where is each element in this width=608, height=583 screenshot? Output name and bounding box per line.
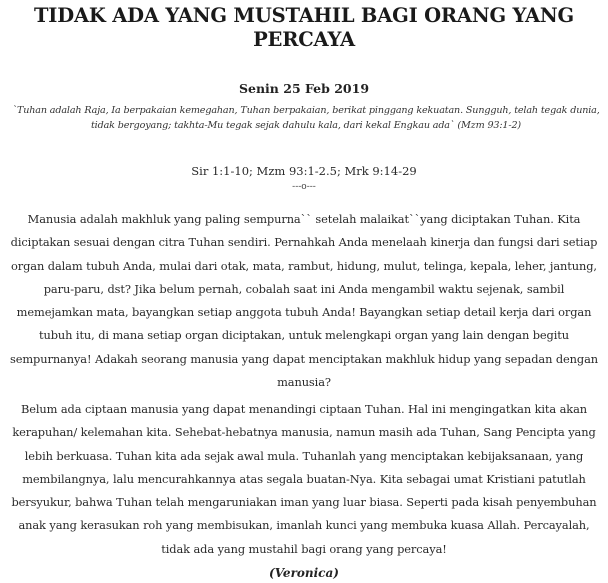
article-title: TIDAK ADA YANG MUSTAHIL BAGI ORANG YANG PERCAYA	[34, 4, 574, 51]
author-signature: (Veronica)	[269, 566, 339, 580]
scripture-readings: Sir 1:1-10; Mzm 93:1-2.5; Mrk 9:14-29	[191, 164, 417, 178]
section-divider: ---o---	[292, 182, 316, 192]
article-date: Senin 25 Feb 2019	[238, 81, 370, 96]
scripture-quote: `Tuhan adalah Raja, Ia berpakaian kemegahan, Tuhan berpakaian, berikat pinggang kekuatan. Sungguh, telah tegak dunia, tidak bergoyang; takhta-Mu tegak sejak dahulu kala, dari kekal Engkau ada` (Mzm 93:1-2)	[12, 105, 600, 131]
body-paragraph-1: Manusia adalah makhluk yang paling sempurna`` setelah malaikat``yang diciptakan Tuhan. Kita diciptakan sesuai dengan citra Tuhan sendiri. Pernahkah Anda menelaah kinerja dan fungsi dari setiap organ dalam tubuh Anda, mulai dari otak, mata, rambut, hidung, mulut, telinga, kepala, leher, jantung, paru-paru, dst? Jika belum pernah, cobalah saat ini Anda mengambil waktu sejenak, sambil memejamkan mata, bayangkan setiap anggota tubuh Anda! Bayangkan setiap detail kerja dari organ tubuh itu, di mana setiap organ diciptakan, untuk melengkapi organ yang lain dengan begitu sempurnanya! Adakah seorang manusia yang dapat menciptakan makhluk hidup yang sepadan dengan manusia?	[9, 212, 599, 390]
body-paragraph-2: Belum ada ciptaan manusia yang dapat menandingi ciptaan Tuhan. Hal ini mengingatkan kita akan kerapuhan/ kelemahan kita. Sehebat-hebatnya manusia, namun masih ada Tuhan, Sang Pencipta yang lebih berkuasa. Tuhan kita ada sejak awal mula. Tuhanlah yang menciptakan kebijaksanaan, yang membilangnya, lalu mencurahkannya atas segala buatan-Nya. Kita sebagai umat Kristiani patutlah bersyukur, bahwa Tuhan telah mengaruniakan iman yang luar biasa. Seperti pada kisah penyembuhan anak yang kerasukan roh yang membisukan, imanlah kunci yang membuka kuasa Allah. Percayalah, tidak ada yang mustahil bagi orang yang percaya!	[11, 402, 597, 556]
